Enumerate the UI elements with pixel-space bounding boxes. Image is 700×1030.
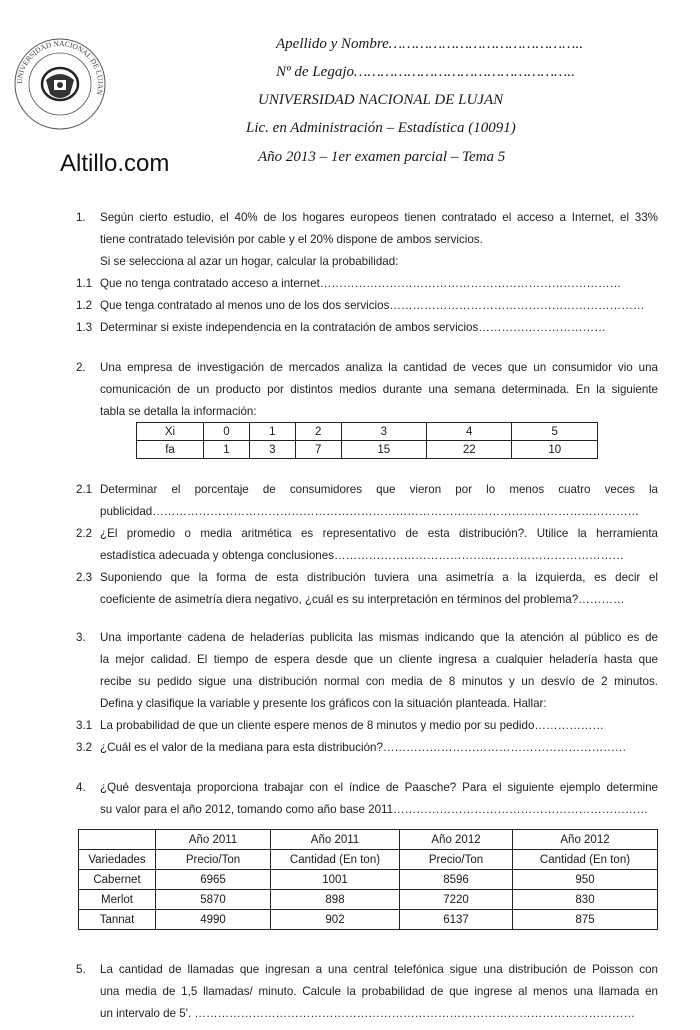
item-number: 2.2 — [76, 527, 93, 540]
item-number: 3.2 — [76, 741, 93, 754]
question-number: 1. — [76, 211, 86, 224]
table-cell: Cantidad (En ton) — [271, 850, 400, 870]
question-text-line: tabla se detalla la información: — [100, 405, 257, 418]
item-text: Determinar si existe independencia en la contratación de ambos servicios…………………………… — [100, 321, 606, 334]
table-row — [79, 870, 658, 890]
university-title: UNIVERSIDAD NACIONAL DE LUJAN — [258, 92, 504, 108]
table-cell: 7 — [295, 441, 341, 459]
table-cell: 3 — [249, 441, 295, 459]
item-number: 1.1 — [76, 277, 93, 290]
table-row — [79, 890, 658, 910]
table-cell: 5870 — [156, 890, 271, 910]
table-cell: Cantidad (En ton) — [513, 850, 658, 870]
item-text: publicidad……………………………………………………………………………………………………………… — [100, 505, 640, 518]
table-cell: 898 — [271, 890, 400, 910]
item-text: coeficiente de asimetría diera negativo, ¿cuál es su interpretación en términos del problema?………… — [100, 593, 625, 606]
question-number: 2. — [76, 361, 86, 374]
question-text-line: recibe su pedido sigue una distribución normal con media de 8 minutos y un desvío de 2 minutos. — [100, 675, 658, 688]
table-cell: 5 — [512, 423, 598, 441]
table-cell: 3 — [341, 423, 426, 441]
question-number: 5. — [76, 963, 86, 976]
table-cell: Precio/Ton — [156, 850, 271, 870]
table-cell: 22 — [427, 441, 512, 459]
table-cell: 6137 — [400, 910, 513, 930]
table-cell: 902 — [271, 910, 400, 930]
table-cell: fa — [137, 441, 204, 459]
table-cell: Tannat — [79, 910, 156, 930]
paasche-table — [78, 829, 658, 930]
question-text-line: tiene contratado televisión por cable y el 20% dispone de ambos servicios. — [100, 233, 483, 246]
question-text-line: La cantidad de llamadas que ingresan a una central telefónica sigue una distribución de Poisson con — [100, 963, 658, 976]
table-cell: 6965 — [156, 870, 271, 890]
item-number: 1.3 — [76, 321, 93, 334]
table-row — [79, 910, 658, 930]
question-text-line: Una importante cadena de heladerías publicita las mismas indicando que la atención al público es de — [100, 631, 658, 644]
item-number: 3.1 — [76, 719, 93, 732]
item-text: Que tenga contratado al menos uno de los dos servicios………………………………………………………… — [100, 299, 645, 312]
table-cell: 0 — [204, 423, 250, 441]
table-row — [79, 830, 658, 850]
exam-title: Año 2013 – 1er examen parcial – Tema 5 — [258, 149, 506, 165]
question-text-line: un intervalo de 5'. …………………………………………………………………………………………………… — [100, 1007, 635, 1020]
university-seal — [12, 36, 108, 132]
table-cell: 1 — [204, 441, 250, 459]
question-text-line: comunicación de un producto por distintos medios durante una semana determinada. En la siguiente — [100, 383, 658, 396]
item-number: 2.1 — [76, 483, 93, 496]
table-cell: 2 — [295, 423, 341, 441]
question-number: 4. — [76, 781, 86, 794]
item-text: ¿El promedio o media aritmética es representativo de esta distribución?. Utilice la herramienta — [100, 527, 658, 540]
table-cell: Año 2011 — [156, 830, 271, 850]
table-cell: 10 — [512, 441, 598, 459]
table-row — [137, 441, 598, 459]
table-cell: 950 — [513, 870, 658, 890]
table-cell: 4 — [427, 423, 512, 441]
table-cell: Año 2012 — [513, 830, 658, 850]
table-cell: Año 2011 — [271, 830, 400, 850]
legajo-field: Nº de Legajo………………………………………….. — [276, 64, 575, 80]
table-cell — [79, 830, 156, 850]
frequency-table — [136, 422, 598, 459]
item-text: Que no tenga contratado acceso a internet…………………………………………………………………… — [100, 277, 622, 290]
table-cell: Año 2012 — [400, 830, 513, 850]
table-cell: 4990 — [156, 910, 271, 930]
item-text: estadística adecuada y obtenga conclusiones………………………………………………………………… — [100, 549, 624, 562]
question-text-line: la mejor calidad. El tiempo de espera desde que un cliente ingresa a cualquier heladería hasta que — [100, 653, 658, 666]
course-title: Lic. en Administración – Estadística (10091) — [246, 120, 516, 136]
table-row — [79, 850, 658, 870]
table-cell: 1 — [249, 423, 295, 441]
question-text-line: Según cierto estudio, el 40% de los hogares europeos tienen contratado el acceso a Internet, el 33% — [100, 211, 658, 224]
item-number: 2.3 — [76, 571, 93, 584]
question-text-line: Si se selecciona al azar un hogar, calcular la probabilidad: — [100, 255, 399, 268]
table-cell: 1001 — [271, 870, 400, 890]
table-cell: Merlot — [79, 890, 156, 910]
item-text: La probabilidad de que un cliente espere menos de 8 minutos y medio por su pedido……………… — [100, 719, 604, 732]
table-cell: 875 — [513, 910, 658, 930]
question-text-line: Una empresa de investigación de mercados analiza la cantidad de veces que un consumidor vio una — [100, 361, 658, 374]
table-cell: Xi — [137, 423, 204, 441]
question-text-line: una media de 1,5 llamadas/ minuto. Calcule la probabilidad de que ingrese al menos una llamada en — [100, 985, 658, 998]
item-text: Suponiendo que la forma de esta distribución tuviera una asimetría a la izquierda, es decir el — [100, 571, 658, 584]
name-field: Apellido y Nombre…………………………………….. — [276, 36, 583, 52]
table-cell: 830 — [513, 890, 658, 910]
table-cell: Precio/Ton — [400, 850, 513, 870]
table-cell: Cabernet — [79, 870, 156, 890]
watermark: Altillo.com — [60, 150, 170, 177]
table-row — [137, 423, 598, 441]
table-cell: 8596 — [400, 870, 513, 890]
table-cell: 7220 — [400, 890, 513, 910]
item-number: 1.2 — [76, 299, 93, 312]
question-text-line: su valor para el año 2012, tomando como año base 2011………………………………………………………… — [100, 803, 649, 816]
table-cell: Variedades — [79, 850, 156, 870]
question-number: 3. — [76, 631, 86, 644]
item-text: Determinar el porcentaje de consumidores que vieron por lo menos cuatro veces la — [100, 483, 658, 496]
question-text-line: ¿Qué desventaja proporciona trabajar con el índice de Paasche? Para el siguiente ejemplo determine — [100, 781, 658, 794]
item-text: ¿Cuál es el valor de la mediana para esta distribución?……………………………………………………… — [100, 741, 627, 754]
seal-text: UNIVERSIDAD NACIONAL DE LUJAN — [14, 38, 106, 96]
question-text-line: Defina y clasifique la variable y presente los gráficos con la situación planteada. Hallar: — [100, 697, 547, 710]
table-cell: 15 — [341, 441, 426, 459]
